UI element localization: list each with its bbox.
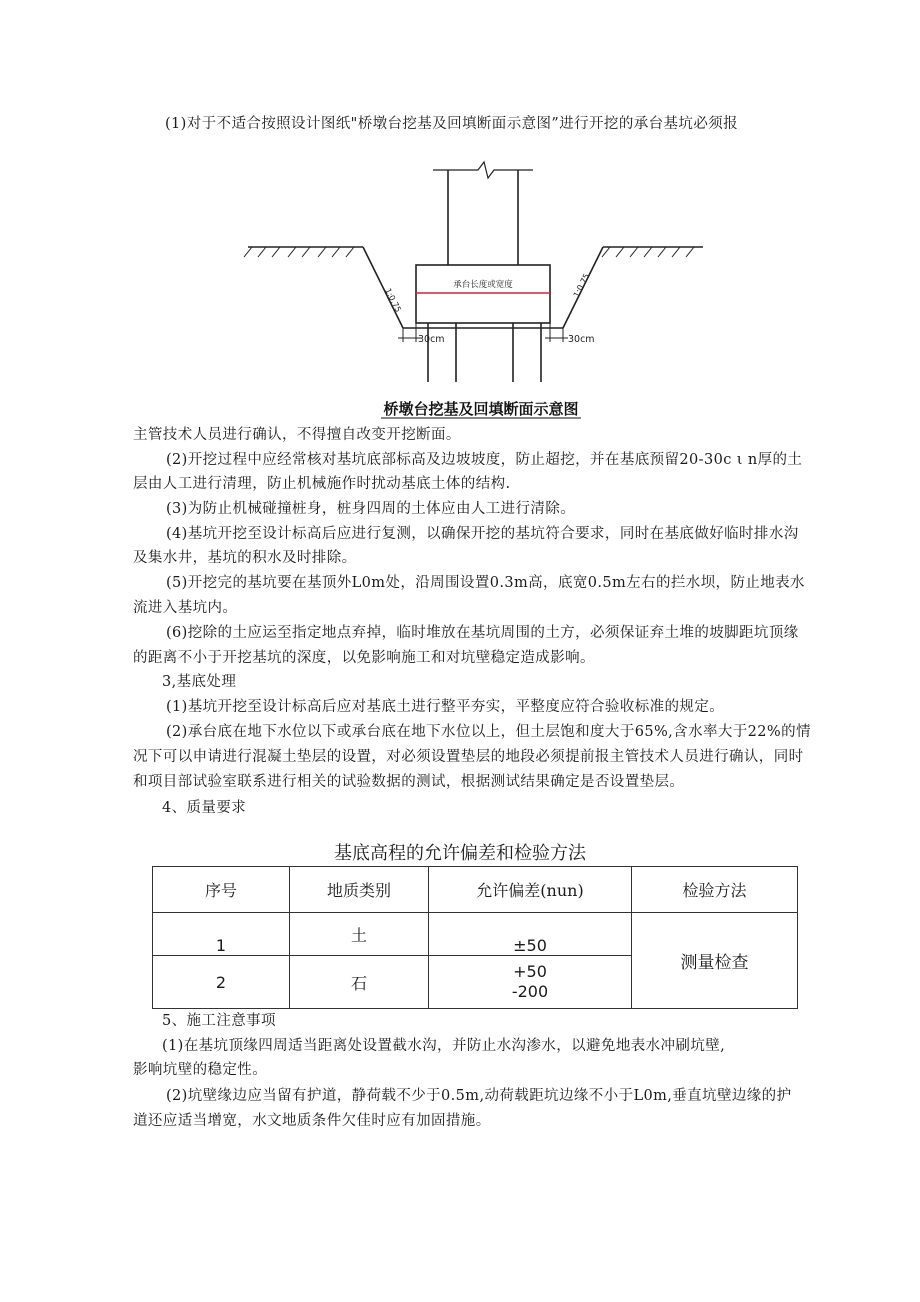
paragraph-line: (6)挖除的土应运至指定地点弃掉，临时堆放在基坑周围的土方，必须保证弃土堆的坡脚距坑顶缘 xyxy=(166,625,799,641)
diagram-title: 桥墩台挖基及回填断面示意图 xyxy=(383,400,579,418)
paragraph-line: 及集水井，基坑的积水及时排除。 xyxy=(133,550,357,566)
paragraph-line: 道还应适当增宽，水文地质条件欠佳时应有加固措施。 xyxy=(133,1113,491,1129)
section-heading: 3,基底处理 xyxy=(162,674,237,690)
method-cell: 测量检查 xyxy=(632,913,798,1009)
paragraph-line: 层由人工进行清理，防止机械施作时扰动基底土体的结构. xyxy=(133,476,511,492)
row-type: 土 xyxy=(290,913,429,956)
paragraph-line: (5)开挖完的基坑要在基顶外L0m处，沿周围设置0.3m高，底宽0.5m左右的拦水坝，防止地表水 xyxy=(166,575,805,591)
ground-hatch-left xyxy=(244,247,354,257)
offset-label-right: 30cm xyxy=(568,334,595,345)
section-heading: 4、质量要求 xyxy=(162,800,247,816)
paragraph-line: 流进入基坑内。 xyxy=(133,600,238,616)
table-title: 基底高程的允许偏差和检验方法 xyxy=(334,843,586,864)
row-no: 2 xyxy=(153,956,290,1009)
header-type: 地质类别 xyxy=(290,867,429,913)
intro-line: (1)对于不适合按照设计图纸"桥墩台挖基及回填断面示意图”进行开挖的承台基坑必须报 xyxy=(165,116,739,132)
row-tolerance xyxy=(429,956,632,1009)
paragraph-line: (2)承台底在地下水位以下或承台底在地下水位以上，但土层饱和度大于65%,含水率大于22%的情 xyxy=(166,724,811,740)
foundation-section-diagram xyxy=(238,150,708,420)
tolerance-table xyxy=(152,866,798,1009)
header-no: 序号 xyxy=(153,867,290,913)
paragraph-line: 况下可以申请进行混凝土垫层的设置，对必须设置垫层的地段必须提前报主管技术人员进行确认，同时 xyxy=(133,749,804,765)
tolerance-upper: +50 xyxy=(513,962,547,981)
header-tolerance: 允许偏差(nun) xyxy=(429,867,632,913)
cap-label: 承台长度或宽度 xyxy=(453,280,513,290)
slope-left xyxy=(363,247,403,328)
paragraph-line: (2)开挖过程中应经常核对基坑底部标高及边坡坡度，防止超挖，并在基底预留20-30c ι n厚的土 xyxy=(166,452,803,468)
section-heading: 5、施工注意事项 xyxy=(162,1013,276,1029)
slope-label-left: 1:0.75 xyxy=(383,286,403,314)
pile-cap xyxy=(416,265,550,323)
row-tolerance: ±50 xyxy=(429,913,632,956)
slope-label-right: 1:0.75 xyxy=(571,272,592,299)
tolerance-lower: -200 xyxy=(511,982,549,1001)
paragraph-line: (1)在基坑顶缘四周适当距离处设置截水沟，并防止水沟渗水，以避免地表水冲刷坑壁, xyxy=(162,1038,726,1054)
offset-label-left: 30cm xyxy=(418,334,445,345)
paragraph-line: 影响坑壁的稳定性。 xyxy=(133,1062,268,1078)
paragraph-line: (2)坑壁缘边应当留有护道，静荷载不少于0.5m,动荷载距坑边缘不小于L0m,垂直坑壁边缘的护 xyxy=(166,1088,792,1104)
row-type: 石 xyxy=(290,956,429,1009)
paragraph-line: 的距离不小于开挖基坑的深度，以免影响施工和对坑壁稳定造成影响。 xyxy=(133,650,595,666)
table-row xyxy=(153,913,798,956)
ground-hatch-right xyxy=(602,247,694,257)
row-no: 1 xyxy=(153,913,290,956)
paragraph-line: 主管技术人员进行确认，不得擅自改变开挖断面。 xyxy=(133,427,461,443)
paragraph-line: (4)基坑开挖至设计标高后应进行复测，以确保开挖的基坑符合要求，同时在基底做好临时排水沟 xyxy=(166,526,799,542)
paragraph-line: (1)基坑开挖至设计标高后应对基底土进行整平夯实，平整度应符合验收标准的规定。 xyxy=(166,699,725,715)
header-method: 检验方法 xyxy=(632,867,798,913)
paragraph-line: (3)为防止机械碰撞桩身，桩身四周的土体应由人工进行清除。 xyxy=(166,501,576,517)
paragraph-line: 和项目部试验室联系进行相关的试验数据的测试，根据测试结果确定是否设置垫层。 xyxy=(133,774,685,790)
table-header-row xyxy=(153,867,798,913)
